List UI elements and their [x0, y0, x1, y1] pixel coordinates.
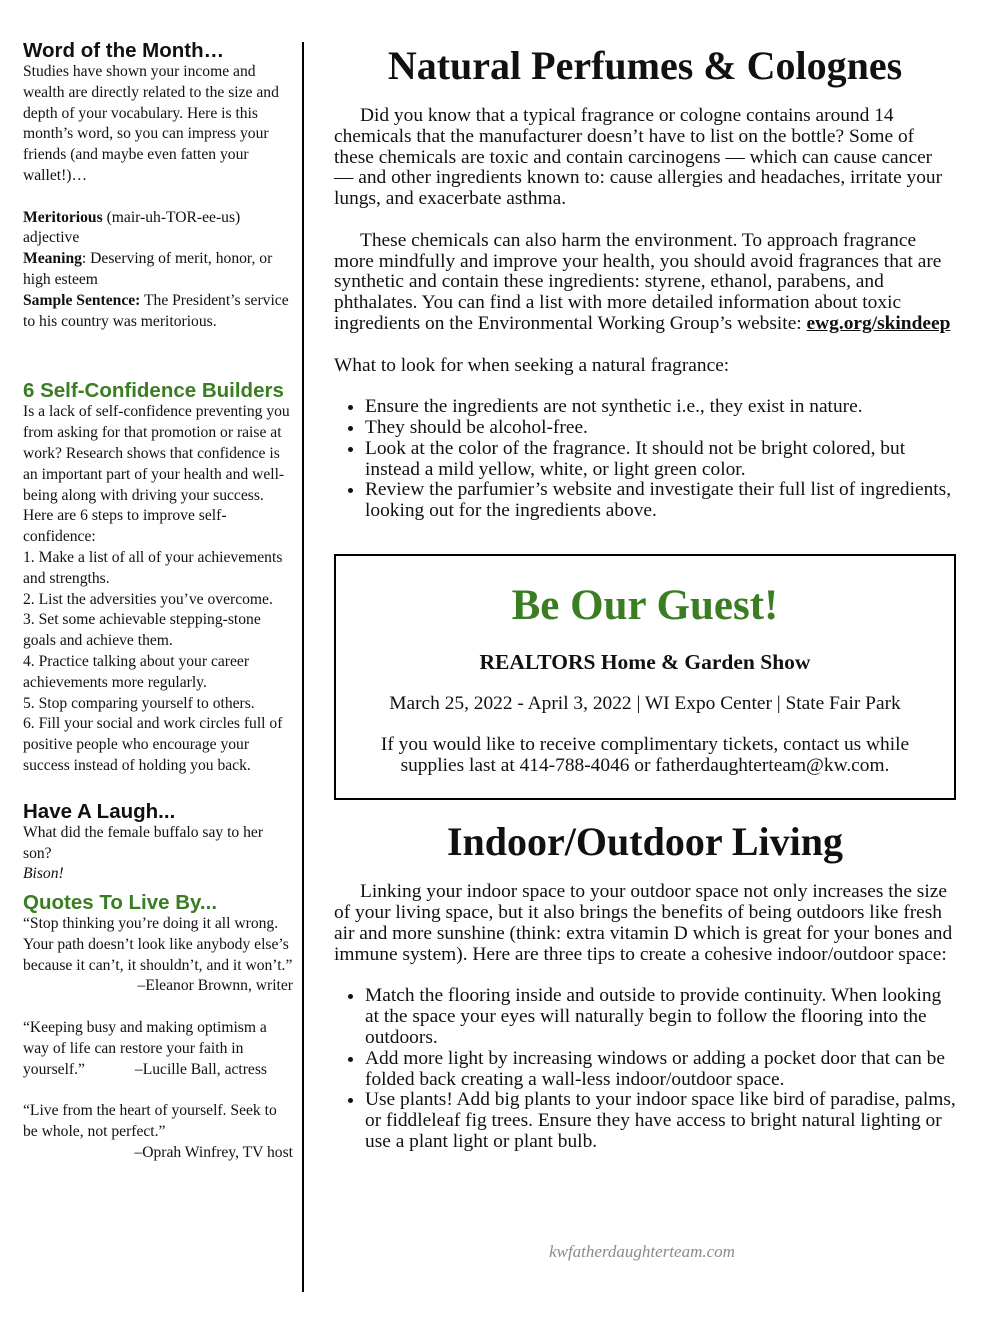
list-item: • Match the flooring inside and outside to provide continuity. When looking at the space your eyes will naturally begin to follow the flooring into the outdoors.: [365, 986, 956, 1048]
perfumes-title: Natural Perfumes & Colognes: [387, 43, 903, 88]
quote-author: –Oprah Winfrey, TV host: [134, 1143, 293, 1161]
word-sample-text: The President’s service to his country was meritorious.: [23, 291, 289, 330]
perfumes-article: [334, 40, 956, 522]
living-paragraph: Linking your indoor space to your outdoor space not only increases the size of your living space, but it also brings the benefits of being outdoors like fresh air and more sunshine (think: extra vitamin D which is great for your bones and immune system). Here are three tips to create a cohesive indoor/outdoor space:: [334, 881, 953, 965]
word-meaning-text: : Deserving of merit, honor, or high esteem: [23, 250, 273, 288]
perfumes-paragraph-text: These chemicals can also harm the environment. To approach fragrance more mindfully and improve your health, you should avoid fragrances that are synthetic and contain these ingredients: styrene, ethanol, parabens, and phthalates. You can find a list with more detailed information about toxic ingredients on the Environmental Working Group’s website:: [334, 229, 942, 334]
list-item: • Review the parfumier’s website and investigate their full list of ingredients, looking out for the ingredients above.: [365, 480, 956, 522]
quote-text: “Live from the heart of yourself. Seek to be whole, not perfect.”: [23, 1102, 277, 1141]
quote-text: [23, 1018, 293, 1080]
living-bullets: [334, 986, 956, 1152]
quotes-heading: Quotes To Live By...: [23, 891, 218, 915]
list-item: • They should be alcohol-free.: [365, 418, 956, 439]
quote-author: –Lucille Ball, actress: [134, 1060, 267, 1078]
list-item: • Add more light by increasing windows or adding a pocket door that can be folded back creating a wall-less indoor/outdoor space.: [365, 1049, 956, 1091]
word-sample: [23, 291, 293, 333]
word-of-month-intro: Studies have shown your income and wealth are directly related to the size and depth of your vocabulary. Here is this month’s word, so you can impress your friends (and maybe even fatten your wallet!)…: [23, 63, 279, 184]
confidence-step: 3. Set some achievable stepping-stone goals and achieve them.: [23, 611, 261, 650]
quote-author: –Eleanor Brownn, writer: [137, 977, 293, 995]
list-item: • Look at the color of the fragrance. It should not be bright colored, but instead a mild yellow, white, or light green color.: [365, 439, 956, 481]
living-article: [334, 816, 956, 1152]
confidence-step: 5. Stop comparing yourself to others.: [23, 694, 255, 712]
laugh-section: [23, 801, 293, 885]
quote-text: “Stop thinking you’re doing it all wrong. Your path doesn’t look like anybody else’s because it can’t, it shouldn’t, and it won’t.”: [23, 915, 293, 974]
confidence-steps: [23, 548, 293, 777]
guest-contact: If you would like to receive complimentary tickets, contact us while supplies last at 414-788-4046 or fatherdaughterteam@kw.com.: [380, 733, 910, 776]
word-part-of-speech: adjective: [23, 229, 80, 247]
word-term: Meritorious: [23, 208, 103, 226]
confidence-section: [23, 380, 293, 776]
confidence-step: 2. List the adversities you’ve overcome.: [23, 590, 273, 608]
perfumes-paragraph: [334, 231, 956, 335]
confidence-step: 4. Practice talking about your career achievements more regularly.: [23, 652, 250, 691]
sidebar: [23, 40, 293, 1164]
word-of-month-section: [23, 40, 293, 332]
list-item: • Use plants! Add big plants to your indoor space like bird of paradise, palms, or fiddleleaf fig trees. Ensure they have access to bright natural lighting or use a plant light or plant bulb.: [365, 1090, 956, 1152]
ewg-link[interactable]: ewg.org/skindeep: [806, 312, 951, 334]
confidence-intro: Is a lack of self-confidence preventing you from asking for that promotion or raise at work? Research shows that confidence is an important part of your health and well-being along with driving your success. Here are 6 steps to improve self-confidence:: [23, 403, 290, 546]
laugh-heading: Have A Laugh...: [23, 799, 176, 823]
living-title: Indoor/Outdoor Living: [446, 819, 844, 865]
word-meaning: [23, 249, 293, 291]
confidence-heading: 6 Self-Confidence Builders: [23, 379, 284, 403]
list-item: • Ensure the ingredients are not synthetic i.e., they exist in nature.: [365, 397, 956, 418]
word-meaning-label: Meaning: [23, 250, 82, 268]
main-column: [334, 40, 956, 1153]
guest-subtitle: REALTORS Home & Garden Show: [479, 649, 811, 674]
quote-text-body: “Keeping busy and making optimism a way of life can restore your faith in yourself.”: [23, 1019, 267, 1078]
laugh-question: What did the female buffalo say to her son?: [23, 823, 264, 862]
perfumes-paragraph: Did you know that a typical fragrance or cologne contains around 14 chemicals that the manufacturer doesn’t have to list on the bottle? Some of these chemicals are toxic and contain carcinogens — which can cause cancer — and other ingredients known to: cause allergies and headaches, irritate your lungs, and exacerbate asthma.: [334, 105, 943, 210]
word-of-month-heading: Word of the Month…: [23, 39, 225, 62]
footer-website: kwfatherdaughterteam.com: [549, 1242, 735, 1261]
laugh-answer: Bison!: [23, 865, 64, 883]
guest-title: Be Our Guest!: [511, 581, 779, 629]
column-divider: [302, 42, 304, 1292]
perfumes-bullets: [334, 397, 956, 522]
word-sample-label: Sample Sentence:: [23, 291, 141, 309]
guest-dates: March 25, 2022 - April 3, 2022 | WI Expo Center | State Fair Park: [389, 692, 901, 714]
guest-box: [334, 554, 956, 800]
word-term-line: [23, 208, 293, 229]
confidence-step: 1. Make a list of all of your achievements and strengths.: [23, 548, 283, 587]
perfumes-paragraph: What to look for when seeking a natural fragrance:: [334, 354, 730, 376]
quotes-section: [23, 892, 293, 1164]
confidence-step: 6. Fill your social and work circles full of positive people who encourage your success instead of holding you back.: [23, 715, 283, 774]
word-pronunciation: (mair-uh-TOR-ee-us): [102, 208, 241, 226]
